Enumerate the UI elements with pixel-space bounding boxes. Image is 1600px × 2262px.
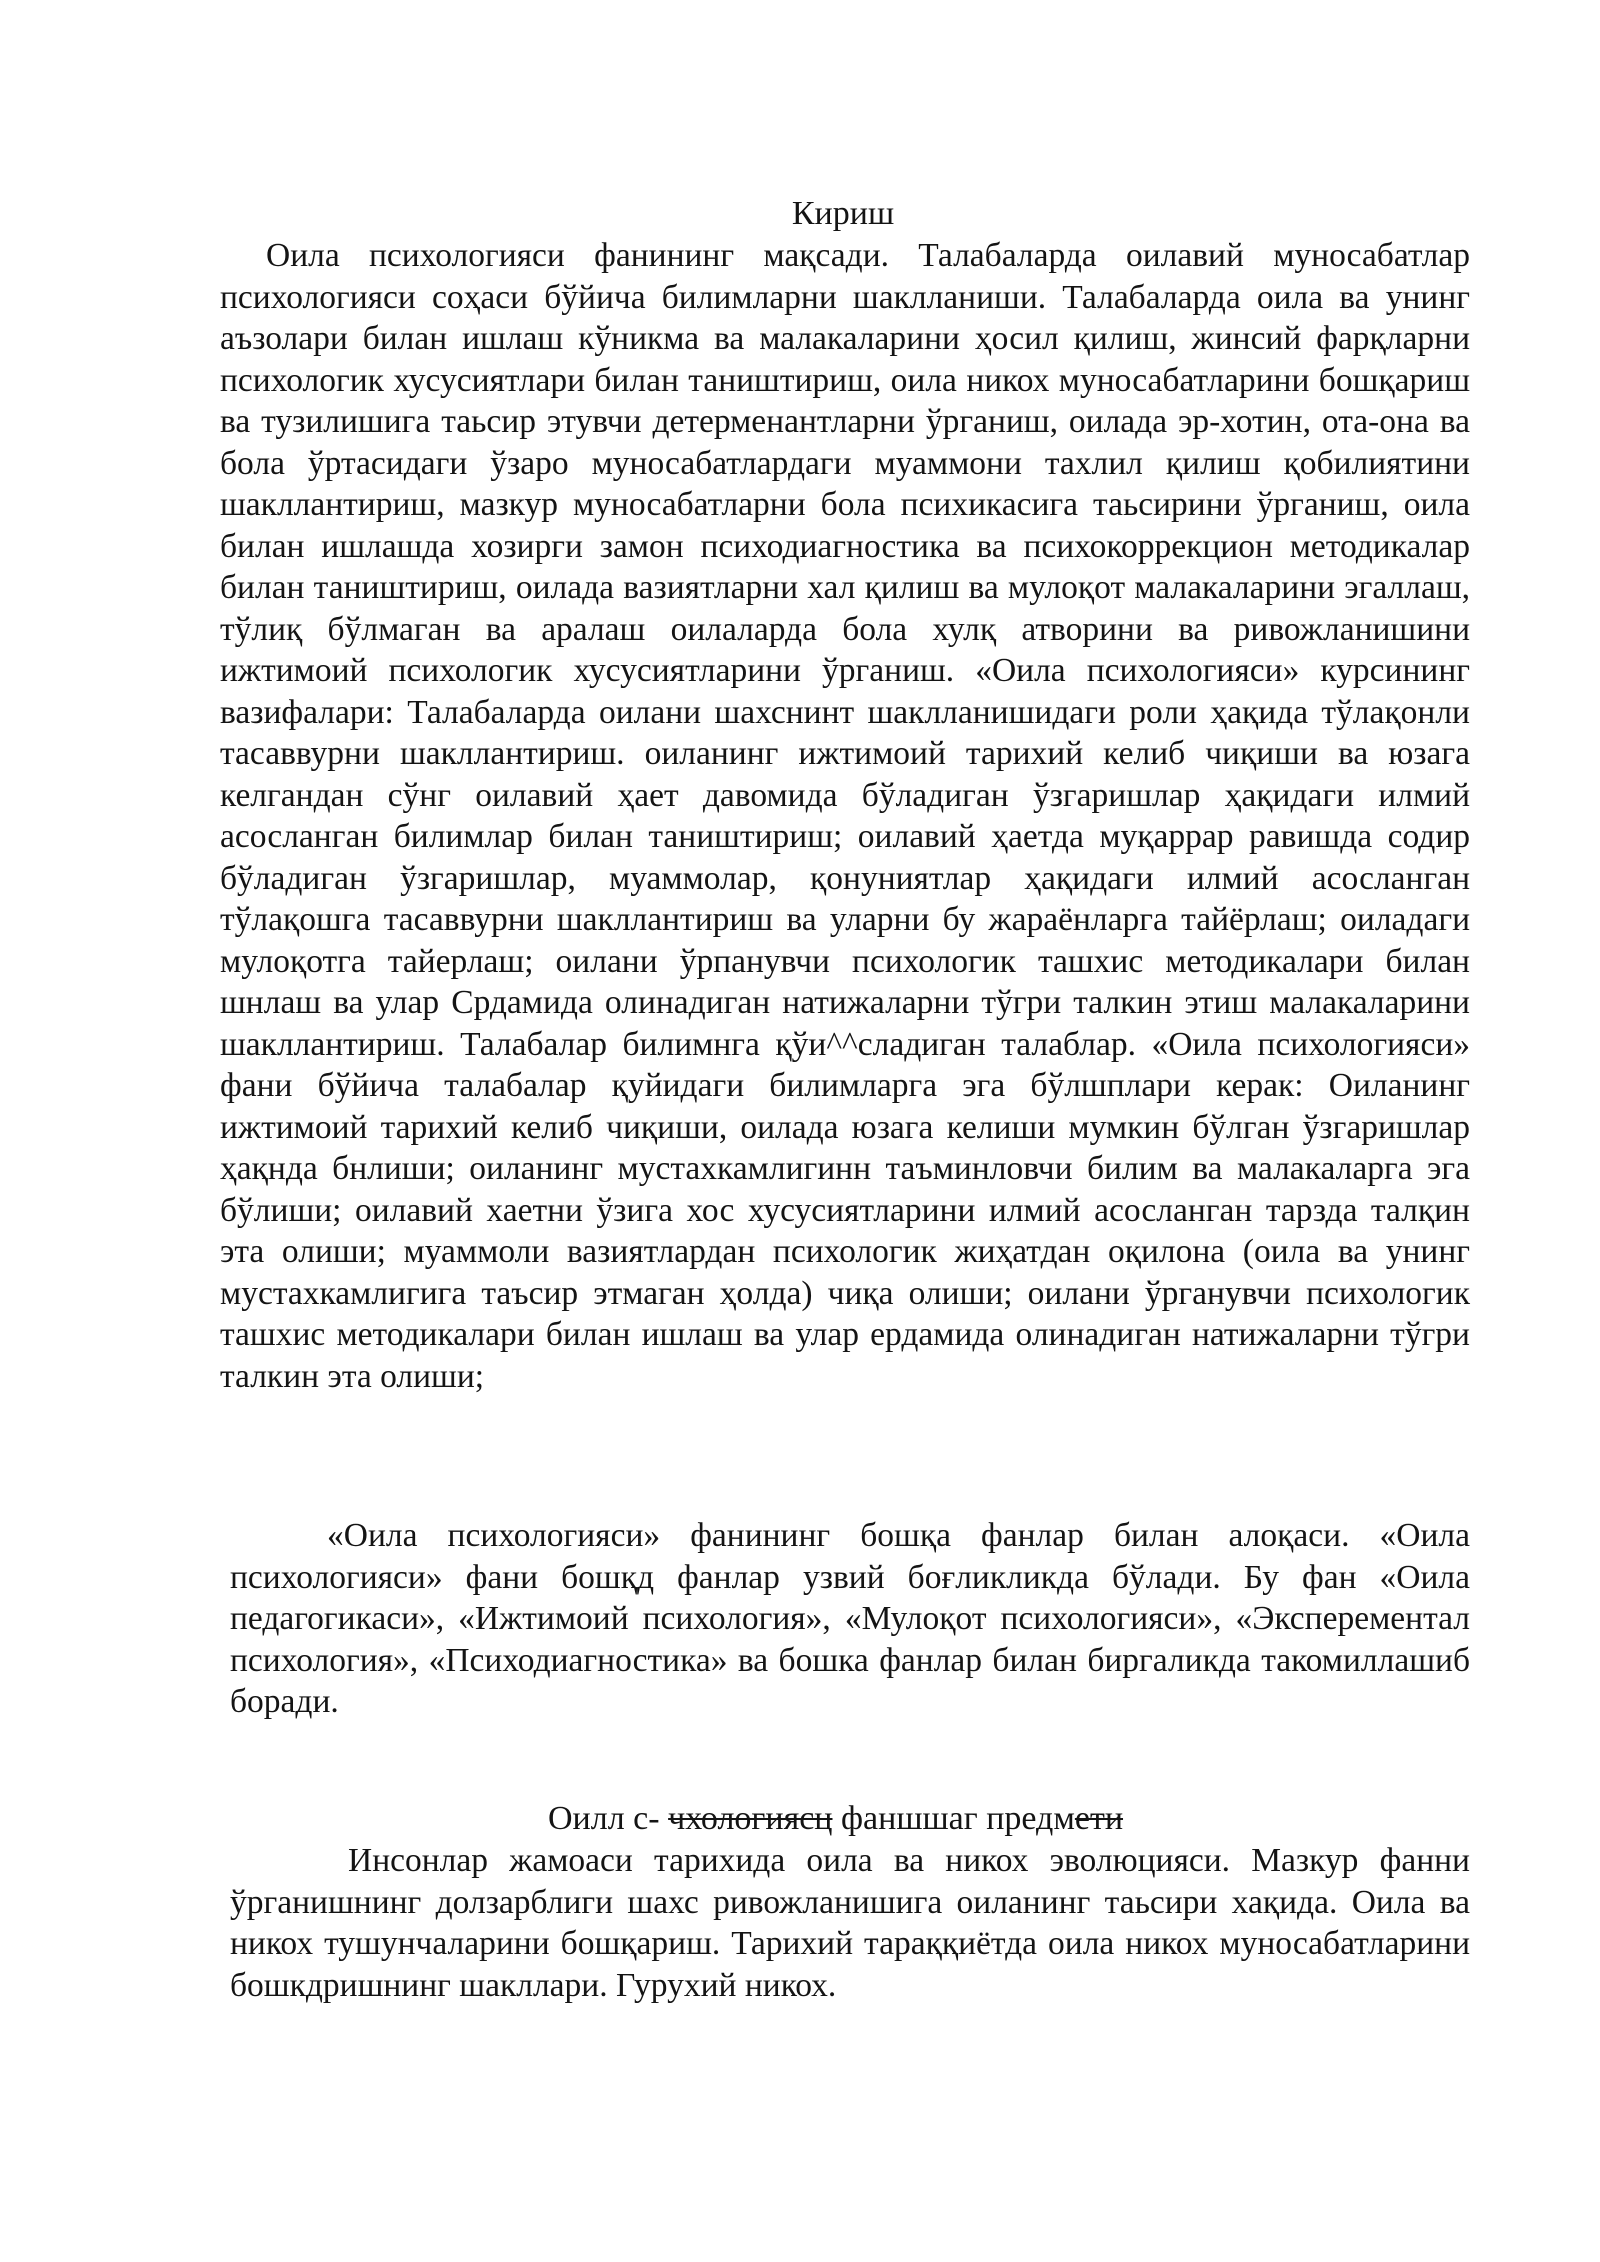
section-heading-part: фаншшаг предм bbox=[832, 1800, 1075, 1837]
paragraph-related-disciplines: «Оила психологияси» фанининг бошқа фанлар билан алоқаси. «Оила психологияси» фани бошқд фанлар узвий боғликликда бўлади. Бу фан «Оила педагогикаси», «Ижтимоий психология», «Мулоқот психологияси», «Эксперементал психология», «Психодиагностика» ва бошка фанлар билан биргаликда такомиллашиб боради. bbox=[230, 1517, 1470, 1720]
section-heading-part: Оилл с- bbox=[548, 1800, 669, 1837]
section-heading-subject bbox=[548, 1798, 1123, 1840]
paragraph-course-goals: Оила психологияси фанининг мақсади. Талабаларда оилавий муносабатлар психологияси соҳаси бўйича билимларни шаклланиши. Талабаларда оила ва унинг аъзолари билан ишлаш кўникма ва малакаларини ҳосил қилиш, жинсий фарқларни психологик хусусиятлари билан таништириш, оила никох муносабатларини бошқариш ва тузилишига таьсир этувчи детерменантларни ўрганиш, оилада эр-хотин, ота-она ва бола ўртасидаги ўзаро муносабатлардаги муаммони тахлил қилиш қобилиятини шакллантириш, мазкур муносабатларни бола психикасига таьсирини ўрганиш, оила билан ишлашда хозирги замон психодиагностика ва психокоррекцион методикалар билан таништириш, оилада вазиятларни хал қилиш ва мулоқот малакаларини эгаллаш, тўлиқ бўлмаган ва аралаш оилаларда бола хулқ атворини ва ривожланишини ижтимоий психологик хусусиятларини ўрганиш. «Оила психологияси» курсининг вазифалари: Талабаларда оилани шахснинт шаклланишидаги роли ҳақида тўлақонли тасаввурни шакллантириш. оиланинг ижтимоий тарихий келиб чиқиши ва юзага келгандан сўнг оилавий ҳает давомида бўладиган ўзгаришлар ҳақидаги илмий асосланган билимлар билан таништириш; оилавий ҳаетда муқаррар равишда содир бўладиган ўзгаришлар, муаммолар, қонуниятлар ҳақидаги илмий асосланган тўлақошга тасаввурни шакллантириш ва уларни бу жараёнларга тайёрлаш; оиладаги мулоқотга тайерлаш; оилани ўрпанувчи психологик ташхис методикалари билан шнлаш ва улар Срдамида олинадиган натижаларни тўгри талкин этиш малакаларини шакллантириш. Талабалар билимнга қўи^^сладиган талаблар. «Оила психологияси» фани бўйича талабалар қуйидаги билимларга эга бўлшплари керак: Оиланинг ижтимоий тарихий келиб чиқиши, оилада юзага келиши мумкин бўлган ўзгаришлар ҳақнда бнлиши; оиланинг мустахкамлигинн таъминловчи билим ва малакаларга эга бўлиши; оилавий хаетни ўзига хос хусусиятларини илмий асосланган тарзда талқин эта олиши; муаммоли вазиятлардан психологик жиҳатдан оқилона (оила ва унинг мустахкамлигига таъсир этмаган ҳолда) чиқа олиши; оилани ўрганувчи психологик ташхис методикалари билан ишлаш ва улар ердамида олинадиган натижаларни тўгри талкин эта олиши; bbox=[220, 237, 1470, 1395]
paragraph-subject-intro: Инсонлар жамоаси тарихида оила ва никох эволюцияси. Мазкур фанни ўрганишнинг долзарблиги шахс ривожланишига оиланинг таьсири хақида. Оила ва никох тушунчаларини бошқариш. Тарихий тараққиётда оила никох муносабатларини бошкдришнинг шакллари. Гурухий никох. bbox=[230, 1842, 1470, 2004]
section-heading-struck-part: чхологиясц bbox=[668, 1800, 833, 1837]
section-heading-struck-part: ети bbox=[1074, 1800, 1124, 1837]
page-title: Кириш bbox=[791, 195, 895, 232]
